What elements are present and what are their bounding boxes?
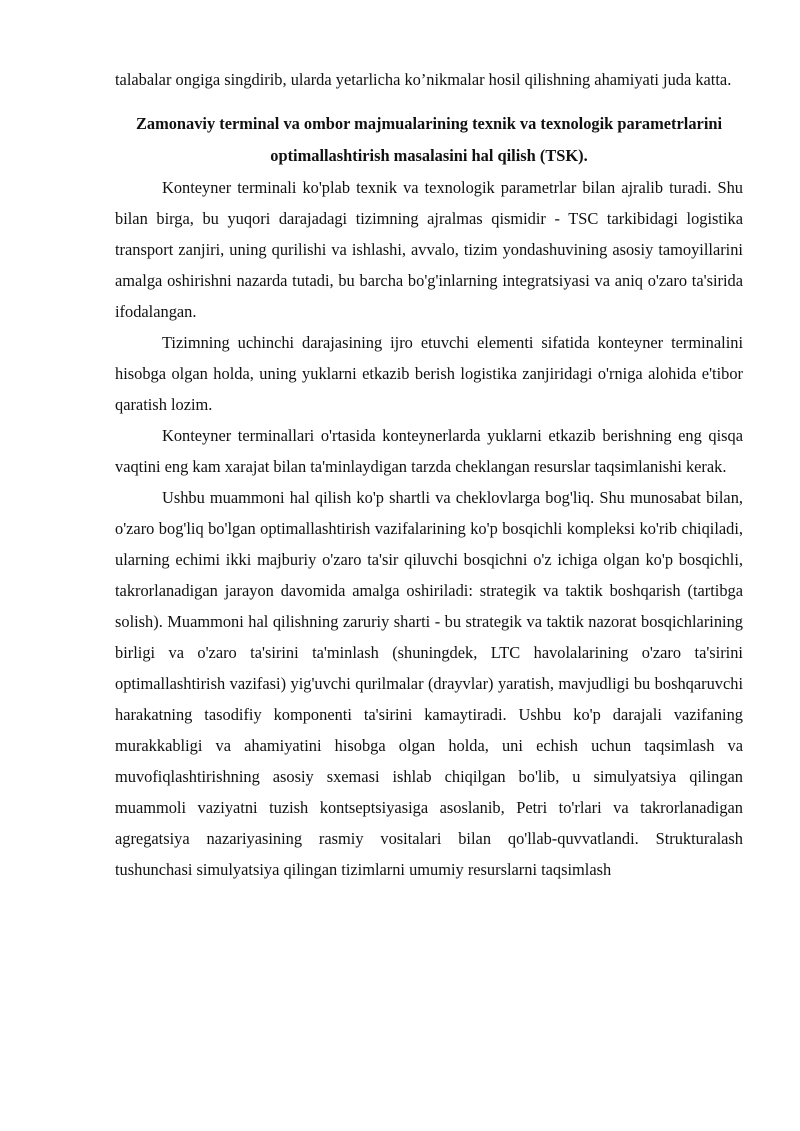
body-paragraph: Konteyner terminallari o'rtasida konteynerlarda yuklarni etkazib berishning eng qisqa vaqtini eng kam xarajat bilan ta'minlaydigan tarzda cheklangan resurslar taqsimlanishi kerak. [115, 425, 743, 476]
body-paragraph: Ushbu muammoni hal qilish ko'p shartli va cheklovlarga bog'liq. Shu munosabat bilan, o'zaro bog'liq bo'lgan optimallashtirish vazifalarining ko'p bosqichli kompleksi ko'rib chiqiladi, ularning echimi ikki majburiy o'zaro ta'sir qiluvchi bosqichni o'z ichiga olgan ko'p bosqichli, takrorlanadigan jarayon davomida amalga oshiriladi: strategik va taktik boshqarish (tartibga solish). Muammoni hal qilishning zaruriy sharti - bu strategik va taktik nazorat bosqichlarining birligi va o'zaro ta'sirini ta'minlash (shuningdek, LTC havolalarining o'zaro ta'sirini optimallashtirish vazifasi) yig'uvchi qurilmalar (drayvlar) yaratish, mavjudligi bu boshqaruvchi harakatning tasodifiy komponenti ta'sirini kamaytiradi. Ushbu ko'p darajali vazifaning murakkabligi va ahamiyatini hisobga olgan holda, uni echish uchun taqsimlash va muvofiqlashtirishning asosiy sxemasi ishlab chiqilgan bo'lib, u simulyatsiya qilingan muammoli vaziyatni tuzish kontseptsiyasiga asoslanib, Petri to'rlari va takrorlanadigan agregatsiya nazariyasining rasmiy vositalari bilan qo'llab-quvvatlandi. Strukturalash tushunchasi simulyatsiya qilingan tizimlarni umumiy resurslarni taqsimlash [115, 487, 743, 879]
body-paragraph: Tizimning uchinchi darajasining ijro etuvchi elementi sifatida konteyner terminalini hisobga olgan holda, uning yuklarni etkazib berish logistika zanjiridagi o'rniga alohida e'tibor qaratish lozim. [115, 332, 743, 414]
page-content [115, 68, 743, 885]
intro-paragraph: talabalar ongiga singdirib, ularda yetarlicha ko’nikmalar hosil qilishning ahamiyati juda katta. [115, 70, 732, 89]
body-paragraph: Konteyner terminali ko'plab texnik va texnologik parametrlar bilan ajralib turadi. Shu bilan birga, bu yuqori darajadagi tizimning ajralmas qismidir - TSC tarkibidagi logistika transport zanjiri, uning qurilishi va ishlashi, avvalo, tizim yondashuvining asosiy tamoyillarini amalga oshirishni nazarda tutadi, bu barcha bo'g'inlarning integratsiyasi va aniq o'zaro ta'sirida ifodalangan. [115, 177, 743, 321]
section-heading: Zamonaviy terminal va ombor majmualarining texnik va texnologik parametrlarini optimallashtirish masalasini hal qilish (TSK). [135, 113, 723, 165]
